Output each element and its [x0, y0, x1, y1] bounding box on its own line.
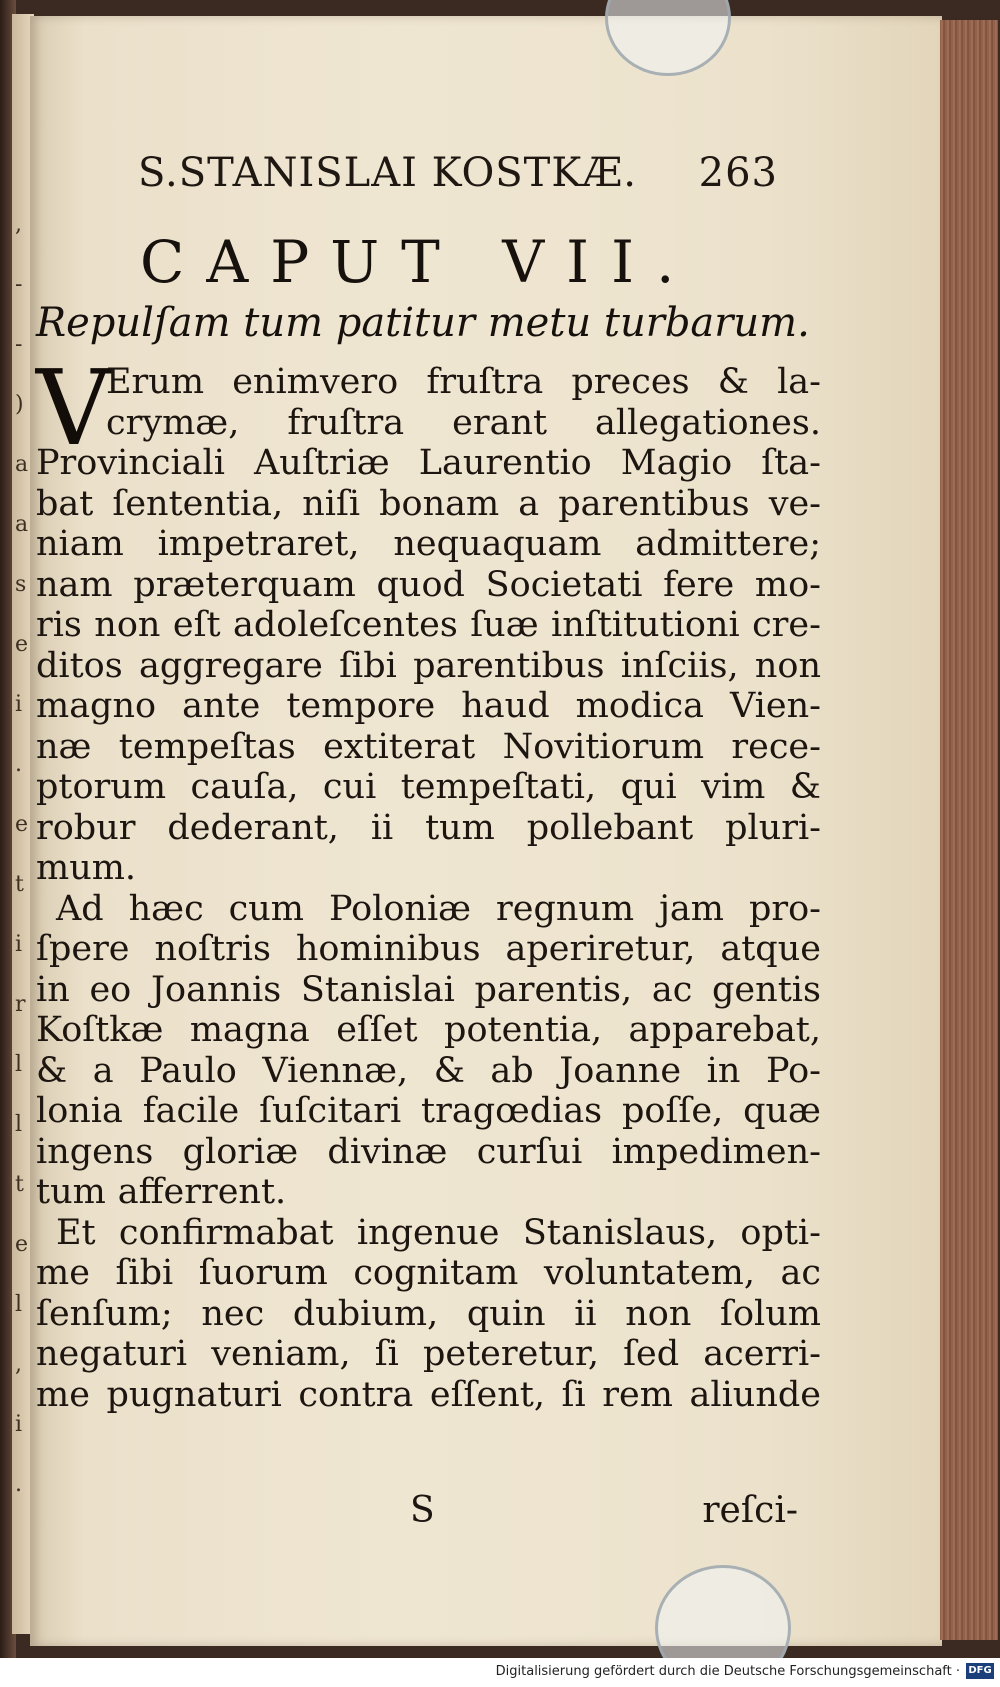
margin-character: i — [15, 932, 23, 957]
word: atque — [720, 929, 821, 969]
word: præterquam — [133, 564, 356, 605]
text-line — [36, 968, 821, 1012]
word: nec — [201, 1293, 265, 1334]
text-line — [36, 482, 821, 526]
word: aggregare — [138, 645, 323, 686]
margin-character: l — [15, 1292, 23, 1317]
word: rece- — [731, 726, 821, 767]
word: pro- — [748, 888, 821, 929]
text-line — [36, 441, 821, 485]
word: ante — [182, 686, 261, 726]
word: negaturi — [36, 1334, 188, 1374]
text-line — [36, 1373, 821, 1417]
word: curſui — [476, 1131, 583, 1172]
text-line — [36, 806, 821, 850]
text-line — [36, 846, 821, 890]
margin-character: e — [15, 812, 29, 837]
digitization-footer — [0, 1658, 1000, 1687]
word: Joannis — [150, 969, 282, 1010]
word: divinæ — [327, 1131, 448, 1172]
text-line — [106, 360, 821, 404]
word: dubium, — [292, 1293, 439, 1334]
text-line — [56, 1211, 821, 1255]
margin-character: ) — [15, 392, 24, 417]
word: Et — [56, 1212, 96, 1253]
word: non — [625, 1293, 692, 1334]
text-line — [106, 401, 821, 445]
word: regnum — [496, 888, 635, 929]
catchword: reſci- — [702, 1490, 798, 1531]
word: tum — [425, 807, 495, 848]
word: quod — [376, 564, 465, 605]
margin-character: e — [15, 1232, 29, 1257]
word: mum. — [36, 848, 137, 888]
margin-character: - — [15, 272, 23, 297]
word: afferrent. — [117, 1172, 287, 1212]
word: ptorum — [36, 767, 167, 807]
word: Laurentio — [418, 443, 592, 483]
word: me — [36, 1374, 90, 1415]
word: ingens — [36, 1131, 154, 1172]
word: Magio — [620, 443, 733, 483]
margin-character: t — [15, 872, 24, 897]
text-line — [36, 603, 821, 647]
word: la- — [777, 362, 821, 402]
word: ditos — [36, 645, 123, 686]
word: ve- — [768, 483, 821, 524]
word: mo- — [754, 564, 821, 605]
word: ii — [370, 807, 394, 848]
page-number: 263 — [698, 150, 778, 196]
word: cognitam — [353, 1253, 519, 1293]
word: Viennæ, — [262, 1050, 409, 1091]
margin-character: a — [15, 512, 29, 537]
footer-credit: Digitalisierung gefördert durch die Deutsche Forschungsgemeinschaft · — [495, 1664, 960, 1679]
word: robur — [36, 807, 136, 848]
word: jam — [659, 888, 724, 929]
word: quin — [466, 1293, 546, 1334]
word: facile — [142, 1091, 240, 1131]
text-line — [36, 765, 821, 809]
word: Stanislai — [300, 969, 455, 1010]
margin-character: . — [15, 752, 22, 777]
word: næ — [36, 726, 92, 767]
word: pollebant — [526, 807, 694, 848]
word: modica — [575, 686, 704, 726]
word: in — [706, 1050, 741, 1091]
word: ſenſum; — [36, 1293, 173, 1334]
word: eſſet — [336, 1010, 418, 1050]
margin-character: l — [15, 1112, 23, 1137]
word: acerri- — [703, 1334, 821, 1374]
word: extiterat — [323, 726, 476, 767]
word: ac — [780, 1253, 821, 1293]
text-line — [36, 725, 821, 769]
word: gentis — [712, 969, 821, 1010]
word: poſſe, — [622, 1091, 724, 1131]
word: tempeſtati, — [400, 767, 597, 807]
word: me — [36, 1253, 90, 1293]
word: Po- — [765, 1050, 821, 1091]
word: crymæ, — [106, 402, 240, 443]
text-line — [36, 644, 821, 688]
word: fere — [663, 564, 735, 605]
text-line — [36, 1089, 821, 1133]
text-line — [36, 1049, 821, 1093]
word: quæ — [743, 1091, 821, 1131]
word: ſta- — [761, 443, 821, 483]
running-title: S.STANISLAI KOSTKÆ. — [138, 150, 637, 196]
text-line — [56, 887, 821, 931]
text-line — [36, 1008, 821, 1052]
word: non — [94, 605, 161, 645]
word: cum — [228, 888, 304, 929]
signature-mark: S — [410, 1490, 435, 1531]
word: rem — [602, 1374, 673, 1415]
word: & — [433, 1050, 465, 1091]
word: ſuæ — [470, 605, 539, 645]
text-line — [36, 563, 821, 607]
word: pugnaturi — [106, 1374, 282, 1415]
word: inſciis, — [620, 645, 739, 686]
word: Novitiorum — [502, 726, 705, 767]
word: ſed — [623, 1334, 680, 1374]
word: apparebat, — [628, 1010, 821, 1050]
word: ſolum — [720, 1293, 821, 1334]
margin-character: , — [15, 1352, 22, 1377]
margin-character: r — [15, 992, 26, 1017]
word: Auſtriæ — [254, 443, 390, 483]
word: fruſtra — [426, 362, 544, 402]
word: cauſa, — [190, 767, 299, 807]
margin-character: i — [15, 692, 23, 717]
word: inſtitutioni — [551, 605, 740, 645]
word: tempeſtas — [118, 726, 296, 767]
word: a — [518, 483, 540, 524]
word: Joanne — [559, 1050, 682, 1091]
word: Poloniæ — [328, 888, 472, 929]
word: haud — [461, 686, 550, 726]
word: ſibi — [115, 1253, 174, 1293]
word: eſt — [172, 605, 221, 645]
word: niſi — [302, 483, 361, 524]
text-line — [36, 1251, 821, 1295]
word: hominibus — [295, 929, 481, 969]
word: gloriæ — [182, 1131, 299, 1172]
word: cre- — [752, 605, 821, 645]
word: Ad — [56, 888, 104, 929]
word: ab — [490, 1050, 534, 1091]
word: Provinciali — [36, 443, 225, 483]
word: contra — [298, 1374, 414, 1415]
text-line — [36, 1130, 821, 1174]
chapter-heading: CAPUT VII. — [140, 228, 697, 296]
word: nam — [36, 564, 113, 605]
word: tempore — [286, 686, 436, 726]
word: ris — [36, 605, 82, 645]
word: Societati — [485, 564, 643, 605]
word: parentibus — [558, 483, 750, 524]
word: aperiretur, — [505, 929, 696, 969]
word: Koſtkæ — [36, 1010, 164, 1050]
margin-character: e — [15, 632, 29, 657]
margin-character: i — [15, 1412, 23, 1437]
margin-character: t — [15, 1172, 24, 1197]
word: vim — [701, 767, 766, 807]
word: eſſent, — [429, 1374, 545, 1415]
word: dederant, — [167, 807, 339, 848]
chapter-subtitle: Repulſam tum patitur metu turbarum. — [36, 300, 810, 346]
word: & — [789, 767, 821, 807]
word: potentia, — [444, 1010, 603, 1050]
word: tum — [36, 1172, 106, 1212]
word: parentibus — [413, 645, 605, 686]
word: ſpere — [36, 929, 130, 969]
word: preces — [571, 362, 690, 402]
word: opti- — [740, 1212, 821, 1253]
word: magno — [36, 686, 157, 726]
word: bat — [36, 483, 94, 524]
word: fruſtra — [287, 402, 405, 443]
text-line — [36, 684, 821, 728]
word: bonam — [379, 483, 500, 524]
text-line — [36, 522, 821, 566]
word: & — [36, 1050, 68, 1091]
word: parentis, — [474, 969, 633, 1010]
word: magna — [189, 1010, 310, 1050]
word: cui — [322, 767, 377, 807]
word: confirmabat — [118, 1212, 334, 1253]
word: niam — [36, 524, 124, 564]
word: voluntatem, — [543, 1253, 755, 1293]
word: hæc — [128, 888, 204, 929]
word: admittere; — [635, 524, 821, 564]
word: ſi — [374, 1334, 399, 1374]
word: ſi — [561, 1374, 586, 1415]
word: aliunde — [689, 1374, 821, 1415]
word: erant — [452, 402, 548, 443]
word: lonia — [36, 1091, 123, 1131]
word: allegationes. — [595, 402, 821, 443]
word: impetraret, — [157, 524, 360, 564]
fore-edge — [940, 20, 998, 1640]
margin-character: l — [15, 1052, 23, 1077]
margin-character: s — [15, 572, 27, 597]
dfg-logo: DFG — [966, 1663, 994, 1679]
word: veniam, — [211, 1334, 351, 1374]
word: a — [92, 1050, 114, 1091]
word: enimvero — [232, 362, 399, 402]
word: qui — [620, 767, 677, 807]
word: Vien- — [730, 686, 821, 726]
word: in — [36, 969, 70, 1010]
word: non — [754, 645, 821, 686]
running-head — [138, 150, 778, 202]
margin-character: , — [15, 212, 22, 237]
margin-character: - — [15, 332, 23, 357]
word: ingenue — [356, 1212, 500, 1253]
word: impedimen- — [611, 1131, 821, 1172]
word: Erum — [106, 362, 205, 402]
word: ſuſcitari — [259, 1091, 402, 1131]
margin-character: a — [15, 452, 29, 477]
word: peteretur, — [423, 1334, 599, 1374]
word: Stanislaus, — [522, 1212, 718, 1253]
word: adoleſcentes — [233, 605, 458, 645]
word: ſententia, — [112, 483, 284, 524]
word: & — [717, 362, 749, 402]
word: nequaquam — [393, 524, 602, 564]
word: noſtris — [154, 929, 271, 969]
margin-character: . — [15, 1472, 22, 1497]
text-line — [36, 1292, 821, 1336]
text-line — [36, 1332, 821, 1376]
word: eo — [89, 969, 132, 1010]
text-line — [36, 1170, 821, 1214]
word: Paulo — [139, 1050, 237, 1091]
word: pluri- — [725, 807, 821, 848]
word: ſuorum — [198, 1253, 328, 1293]
word: ac — [651, 969, 693, 1010]
word: tragœdias — [421, 1091, 603, 1131]
drop-cap: V — [36, 347, 112, 469]
word: ii — [574, 1293, 597, 1334]
word: ſibi — [339, 645, 397, 686]
text-line — [36, 927, 821, 971]
